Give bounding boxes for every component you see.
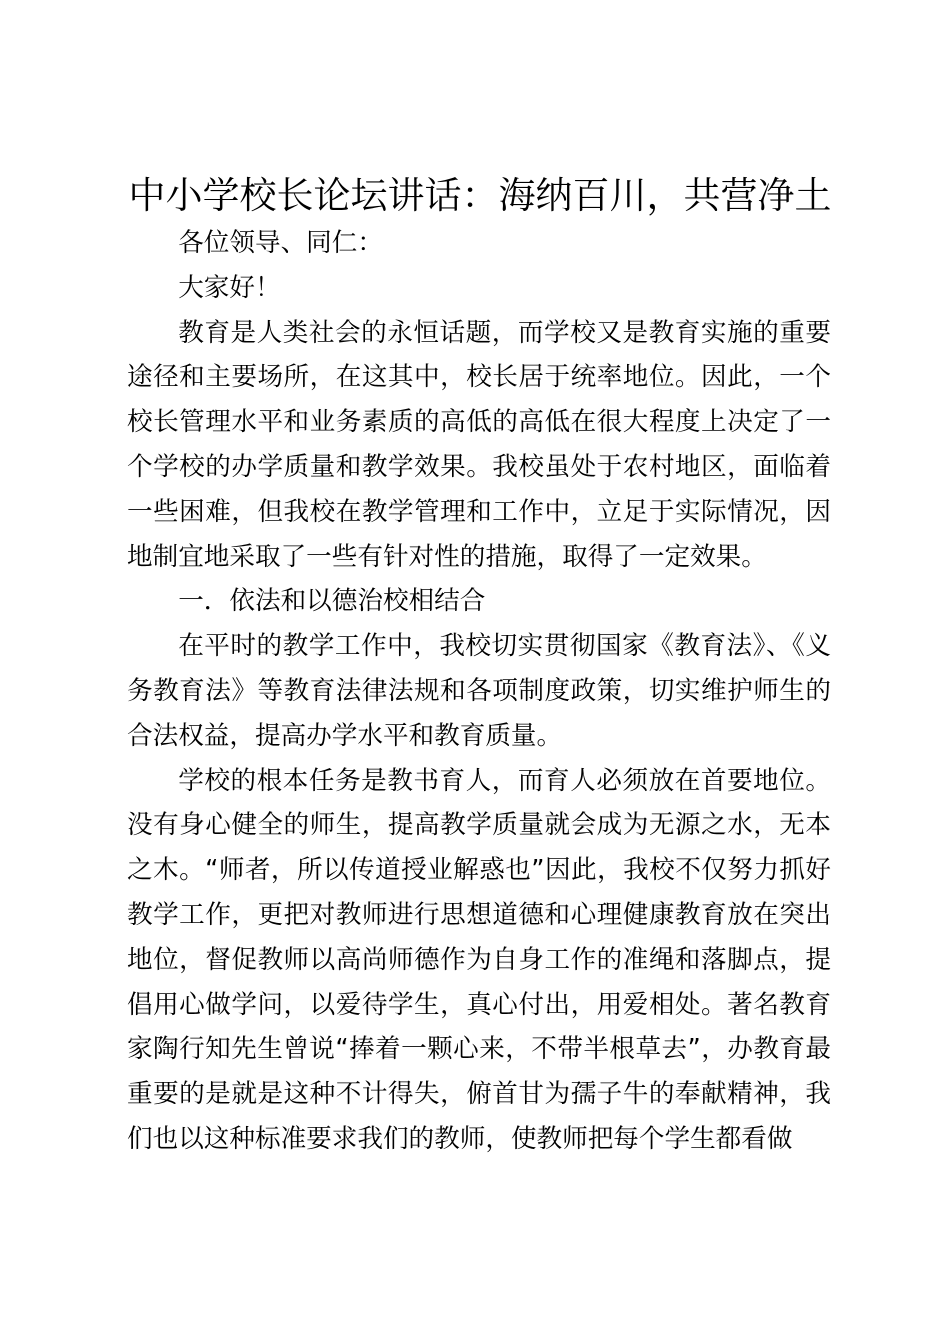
paragraph-introduction: 教育是人类社会的永恒话题，而学校又是教育实施的重要途径和主要场所，在这其中，校长居于统率地位。因此，一个校长管理水平和业务素质的高低的高低在很大程度上决定了一个学校的办学质量和教学效果。我校虽处于农村地区，面临着一些困难，但我校在教学管理和工作中，立足于实际情况，因地制宜地采取了一些有针对性的措施，取得了一定效果。 [127,317,831,572]
document-body [127,221,831,1162]
salutation: 各位领导、同仁： [178,228,383,258]
document-title: 中小学校长论坛讲话：海纳百川，共营净土 [128,174,832,217]
paragraph-moral-education: 学校的根本任务是教书育人，而育人必须放在首要地位。没有身心健全的师生，提高教学质量就会成为无源之水，无本之木。“师者，所以传道授业解惑也”因此，我校不仅努力抓好教学工作，更把对教师进行思想道德和心理健康教育放在突出地位，督促教师以高尚师德作为自身工作的准绳和落脚点，提倡用心做学问，以爱待学生，真心付出，用爱相处。著名教育家陶行知先生曾说“捧着一颗心来，不带半根草去”，办教育最重要的是就是这种不计得失，俯首甘为孺子牛的奉献精神，我们也以这种标准要求我们的教师，使教师把每个学生都看做 [127,765,831,1154]
paragraph-law: 在平时的教学工作中，我校切实贯彻国家《教育法》、《义务教育法》等教育法律法规和各项制度政策，切实维护师生的合法权益，提高办学水平和教育质量。 [127,631,831,751]
section-heading-1: 一．依法和以德治校相结合 [178,586,486,617]
greeting: 大家好！ [178,272,281,303]
